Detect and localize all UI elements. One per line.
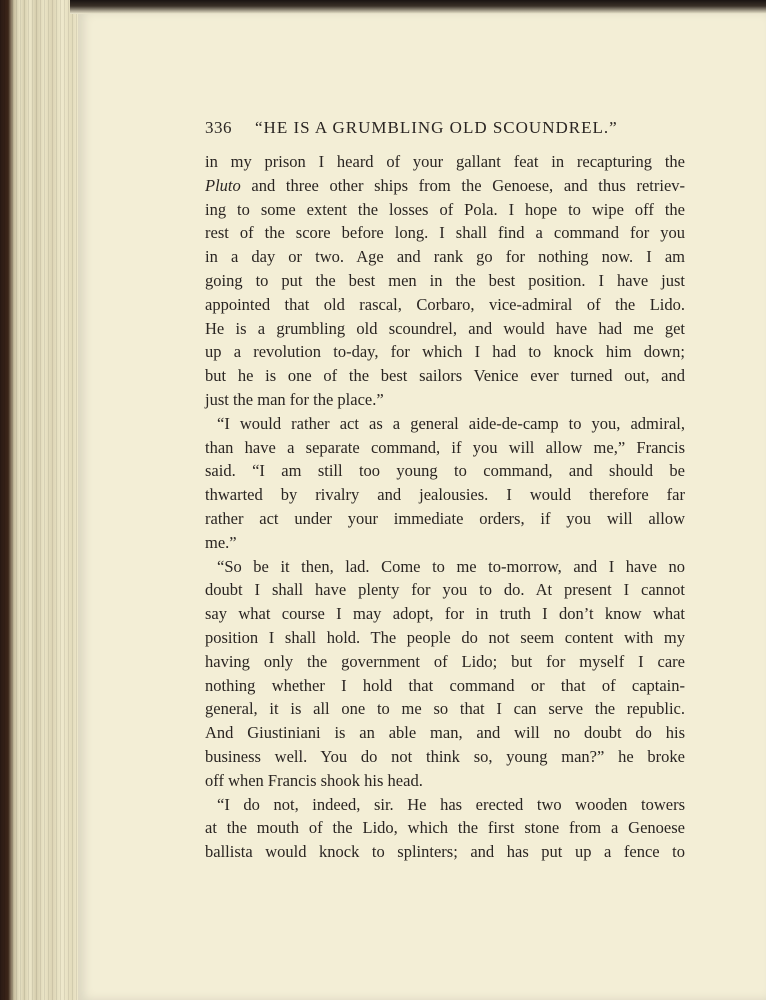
running-head: “HE IS A GRUMBLING OLD SCOUNDREL.” (255, 118, 618, 137)
italic-ship-name: Pluto (205, 175, 241, 195)
text-line: general, it is all one to me so that I can serve the republic. (205, 699, 685, 719)
text-line: appointed that old rascal, Corbaro, vice-admiral of the Lido. (205, 294, 685, 314)
text-line: He is a grumbling old scoundrel, and would have had me get (205, 318, 685, 338)
book-page-edges (0, 0, 80, 1000)
text-line: in a day or two. Age and rank go for nothing now. I am (205, 247, 685, 267)
page-header (205, 118, 685, 142)
text-line: than have a separate command, if you will allow me,” Francis (205, 437, 685, 457)
text-line: at the mouth of the Lido, which the first stone from a Genoese (205, 818, 685, 838)
text-line: having only the government of Lido; but for myself I care (205, 651, 685, 671)
text-line: off when Francis shook his head. (205, 770, 423, 790)
text-line: thwarted by rivalry and jealousies. I would therefore far (205, 485, 685, 505)
text-line: business well. You do not think so, young man?” he broke (205, 746, 685, 766)
text-line: just the man for the place.” (205, 389, 384, 409)
page-number: 336 (205, 118, 232, 137)
text-line: but he is one of the best sailors Venice ever turned out, and (205, 366, 685, 386)
text-line: rather act under your immediate orders, if you will allow (205, 508, 685, 528)
page-top-shadow (70, 0, 766, 14)
text-line: said. “I am still too young to command, and should be (205, 461, 685, 481)
text-line: ing to some extent the losses of Pola. I hope to wipe off the (205, 199, 685, 219)
text-line: position I shall hold. The people do not seem content with my (205, 627, 685, 647)
text-line-rest: and three other ships from the Genoese, and thus retriev- (251, 175, 685, 195)
text-line: And Giustiniani is an able man, and will no doubt do his (205, 723, 685, 743)
text-line: say what course I may adopt, for in truth I don’t know what (205, 604, 685, 624)
text-line: “So be it then, lad. Come to me to-morrow, and I have no (217, 556, 685, 576)
text-line (205, 174, 685, 198)
text-line: going to put the best men in the best position. I have just (205, 270, 685, 290)
body-text (205, 150, 685, 864)
text-line: ballista would knock to splinters; and has put up a fence to (205, 842, 685, 862)
text-line: up a revolution to-day, for which I had to knock him down; (205, 342, 685, 362)
text-line: “I would rather act as a general aide-de-camp to you, admiral, (217, 413, 685, 433)
text-line: doubt I shall have plenty for you to do. At present I cannot (205, 580, 685, 600)
text-line: rest of the score before long. I shall find a command for you (205, 223, 685, 243)
text-line: “I do not, indeed, sir. He has erected two wooden towers (217, 794, 685, 814)
text-line: nothing whether I hold that command or that of captain- (205, 675, 685, 695)
text-line: in my prison I heard of your gallant feat in recapturing the (205, 152, 685, 171)
text-line: me.” (205, 532, 237, 552)
